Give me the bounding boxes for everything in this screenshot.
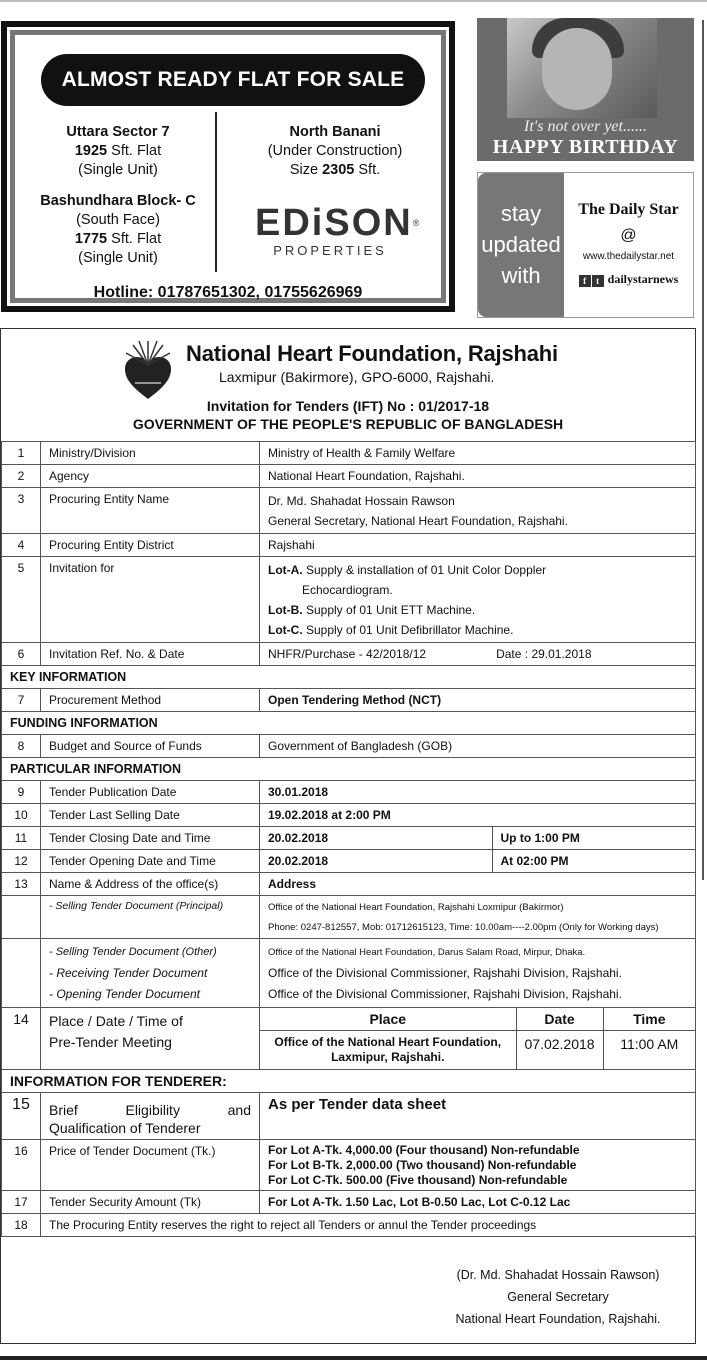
table-row: 16 Price of Tender Document (Tk.) For Lot A-Tk. 4,000.00 (Four thousand) Non-refundable For Lot B-Tk. 2,000.00 (Two thousand) Non-refundable For Lot C-Tk. 500.00 (Five thousand) Non-refundable	[2, 1140, 696, 1191]
flat-location-2: Bashundhara Block- C	[40, 193, 196, 209]
flat-unit-2: (Single Unit)	[78, 250, 158, 266]
table-row: 11 Tender Closing Date and Time 20.02.2018 Up to 1:00 PM	[2, 827, 696, 850]
birthday-tagline: It's not over yet......	[524, 118, 647, 135]
signatory-title: General Secretary	[507, 1290, 609, 1304]
table-row: 18 The Procuring Entity reserves the right to reject all Tenders or annul the Tender proceedings	[2, 1214, 696, 1237]
ift-number: Invitation for Tenders (IFT) No : 01/2017-18	[206, 398, 490, 414]
dailystar-masthead: The Daily Star	[578, 201, 679, 218]
table-row: 10 Tender Last Selling Date 19.02.2018 at 2:00 PM	[2, 804, 696, 827]
table-row: 3 Procuring Entity Name Dr. Md. Shahadat Hossain Rawson General Secretary, National Heart Foundation, Rajshahi.	[2, 488, 696, 534]
org-name: National Heart Foundation, Rajshahi	[186, 341, 558, 366]
flat-face-2: (South Face)	[76, 212, 160, 228]
flat-status-3: (Under Construction)	[267, 143, 403, 159]
column-rule	[702, 20, 704, 880]
flat-ad-frame	[10, 30, 446, 303]
flat-ad-left-column	[29, 123, 207, 268]
tender-table	[1, 441, 696, 1237]
facebook-icon: f	[579, 275, 591, 287]
heart-foundation-logo-icon	[121, 339, 175, 403]
table-row: 8 Budget and Source of Funds Government of Bangladesh (GOB)	[2, 735, 696, 758]
flat-ad-divider	[215, 112, 217, 272]
birthday-ad[interactable]	[477, 18, 694, 161]
tender-notice	[0, 328, 696, 1344]
edison-logo: EDiSON® PROPERTIES	[255, 202, 422, 258]
table-row: 12 Tender Opening Date and Time 20.02.2018 At 02:00 PM	[2, 850, 696, 873]
table-row: 15 Brief Eligibility and Qualification of Tenderer As per Tender data sheet	[2, 1093, 696, 1140]
table-row: 7 Procurement Method Open Tendering Method (NCT)	[2, 689, 696, 712]
bottom-rule	[0, 1356, 707, 1360]
flat-size-1: 1925 Sft. Flat	[74, 143, 162, 159]
table-row: 5 Invitation for Lot-A. Supply & installation of 01 Unit Color Doppler Echocardiogram. Lot-B. Supply of 01 Unit ETT Machine. Lot-C. Supply of 01 Unit Defibrillator Machine.	[2, 557, 696, 643]
at-sign: @	[620, 227, 637, 244]
government-line: GOVERNMENT OF THE PEOPLE'S REPUBLIC OF BANGLADESH	[132, 416, 564, 432]
top-rule	[0, 0, 707, 2]
dailystar-url[interactable]: www.thedailystar.net	[582, 251, 675, 262]
flat-unit-1: (Single Unit)	[78, 162, 158, 178]
flat-ad-hotline: Hotline: 01787651302, 01755626969	[93, 284, 363, 301]
section-header: PARTICULAR INFORMATION	[2, 758, 696, 781]
table-row: 13 Name & Address of the office(s) Address	[2, 873, 696, 896]
org-address: Laxmipur (Bakirmore), GPO-6000, Rajshahi.	[219, 369, 495, 385]
table-row: 6 Invitation Ref. No. & Date NHFR/Purchase - 42/2018/12 Date : 29.01.2018	[2, 643, 696, 666]
signatory-org: National Heart Foundation, Rajshahi.	[455, 1312, 661, 1326]
twitter-icon: t	[592, 275, 604, 287]
table-row: 14 Place / Date / Time of Pre-Tender Meeting Place Date Time Office of the National Heart Foundation, Laxmipur, Rajshahi. 07.02.2018 11:00 AM	[2, 1008, 696, 1070]
flat-location-3: North Banani	[289, 124, 381, 140]
table-row: - Selling Tender Document (Other) - Receiving Tender Document - Opening Tender Document Office of the National Heart Foundation, Darus Salam Road, Mirpur, Dhaka. Office of the Divisional Commissioner, Rajshahi Division, Rajshahi. Office of the Divisional Commissioner, Rajshahi Division, Rajshahi.	[2, 939, 696, 1008]
flat-size-3: Size 2305 Sft.	[289, 162, 381, 178]
flat-ad-right-column	[237, 123, 433, 180]
table-row: 1 Ministry/Division Ministry of Health & Family Welfare	[2, 442, 696, 465]
dailystar-social[interactable]: f t dailystarnews	[564, 272, 693, 287]
section-header: FUNDING INFORMATION	[2, 712, 696, 735]
flat-location-1: Uttara Sector 7	[66, 124, 170, 140]
birthday-photo	[507, 18, 657, 118]
table-row: 4 Procuring Entity District Rajshahi	[2, 534, 696, 557]
flat-sale-ad[interactable]	[1, 21, 455, 312]
birthday-title: HAPPY BIRTHDAY	[492, 136, 679, 158]
dailystar-info	[564, 173, 693, 317]
section-header: KEY INFORMATION	[2, 666, 696, 689]
table-row: 2 Agency National Heart Foundation, Rajshahi.	[2, 465, 696, 488]
table-row: - Selling Tender Document (Principal) Office of the National Heart Foundation, Rajshahi Loxmipur (Bakirmor) Phone: 0247-812557, Mob: 01712615123, Time: 10.00am----2.00pm (Only for Working days)	[2, 896, 696, 939]
signatory-name: (Dr. Md. Shahadat Hossain Rawson)	[456, 1268, 660, 1282]
dailystar-ad[interactable]	[477, 172, 694, 318]
dailystar-slogan: stay updated with	[478, 173, 564, 317]
table-row: 17 Tender Security Amount (Tk) For Lot A-Tk. 1.50 Lac, Lot B-0.50 Lac, Lot C-0.12 Lac	[2, 1191, 696, 1214]
section-header: INFORMATION FOR TENDERER:	[2, 1070, 696, 1093]
flat-ad-banner: ALMOST READY FLAT FOR SALE	[41, 54, 425, 106]
flat-size-2: 1775 Sft. Flat	[74, 231, 162, 247]
table-row: 9 Tender Publication Date 30.01.2018	[2, 781, 696, 804]
signature-block	[443, 1264, 673, 1330]
